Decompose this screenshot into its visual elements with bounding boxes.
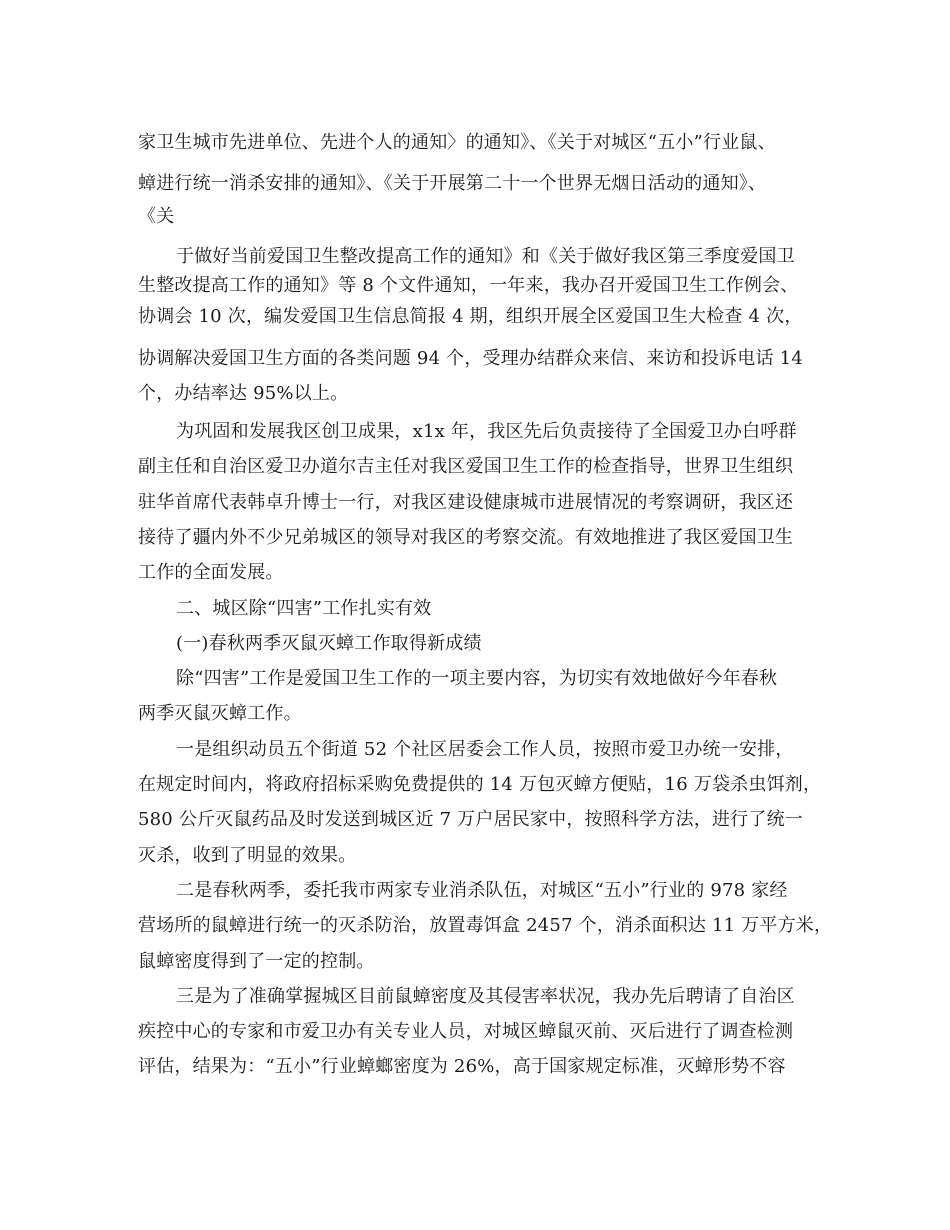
section-heading: 二、城区除“四害”工作扎实有效: [176, 598, 432, 619]
text-line: 于做好当前爱国卫生整改提高工作的通知》和《关于做好我区第三季度爱国卫: [176, 246, 795, 267]
text-line: 580 公斤灭鼠药品及时发送到城区近 7 万户居民家中，按照科学方法，进行了统一: [138, 809, 803, 830]
text-line: 副主任和自治区爱卫办道尔吉主任对我区爱国卫生工作的检查指导，世界卫生组织: [138, 456, 794, 477]
text-line: 营场所的鼠蟑进行统一的灭杀防治，放置毒饵盒 2457 个，消杀面积达 11 万平方米，: [138, 915, 833, 936]
text-line: 《关: [138, 206, 175, 227]
text-line: 三是为了准确掌握城区目前鼠蟑密度及其侵害率状况，我办先后聘请了自治区: [176, 986, 795, 1007]
text-line: 家卫生城市先进单位、先进个人的通知〉的通知》、《关于对城区“五小”行业鼠、: [138, 132, 776, 153]
text-line: 协调解决爱国卫生方面的各类问题 94 个，受理办结群众来信、来访和投诉电话 14: [138, 348, 803, 369]
text-line: 生整改提高工作的通知》等 8 个文件通知，一年来，我办召开爱国卫生工作例会、: [138, 275, 799, 296]
text-line: 一是组织动员五个街道 52 个社区居委会工作人员，按照市爱卫办统一安排，: [176, 739, 794, 760]
text-line: 鼠蟑密度得到了一定的控制。: [138, 951, 375, 972]
text-line: 在规定时间内，将政府招标采购免费提供的 14 万包灭蟑方便贴，16 万袋杀虫饵剂，: [138, 774, 822, 795]
text-line: 灭杀，收到了明显的效果。: [138, 845, 357, 866]
text-line: 除“四害”工作是爱国卫生工作的一项主要内容，为切实有效地做好今年春秋: [176, 668, 778, 689]
text-line: 个，办结率达 95%以上。: [138, 383, 349, 404]
text-line: 两季灭鼠灭蟑工作。: [138, 703, 302, 724]
text-line: 评估，结果为：“五小”行业蟑螂密度为 26%，高于国家规定标准，灭蟑形势不容: [138, 1056, 786, 1077]
text-line: 二是春秋两季，委托我市两家专业消杀队伍，对城区“五小”行业的 978 家经: [176, 880, 788, 901]
text-line: 工作的全面发展。: [138, 562, 284, 583]
text-line: 蟑进行统一消杀安排的通知》、《关于开展第二十一个世界无烟日活动的通知》、: [138, 173, 767, 194]
subsection-heading: (一)春秋两季灭鼠灭蟑工作取得新成绩: [176, 633, 482, 654]
text-line: 疾控中心的专家和市爱卫办有关专业人员，对城区蟑鼠灭前、灭后进行了调查检测: [138, 1021, 794, 1042]
text-line: 接待了疆内外不少兄弟城区的领导对我区的考察交流。有效地推进了我区爱国卫生: [138, 527, 794, 548]
text-line: 为巩固和发展我区创卫成果，x1x 年，我区先后负责接待了全国爱卫办白呼群: [176, 421, 797, 442]
text-line: 协调会 10 次，编发爱国卫生信息简报 4 期，组织开展全区爱国卫生大检查 4 次，: [138, 306, 803, 327]
text-line: 驻华首席代表韩卓升博士一行，对我区建设健康城市进展情况的考察调研，我区还: [138, 492, 794, 513]
